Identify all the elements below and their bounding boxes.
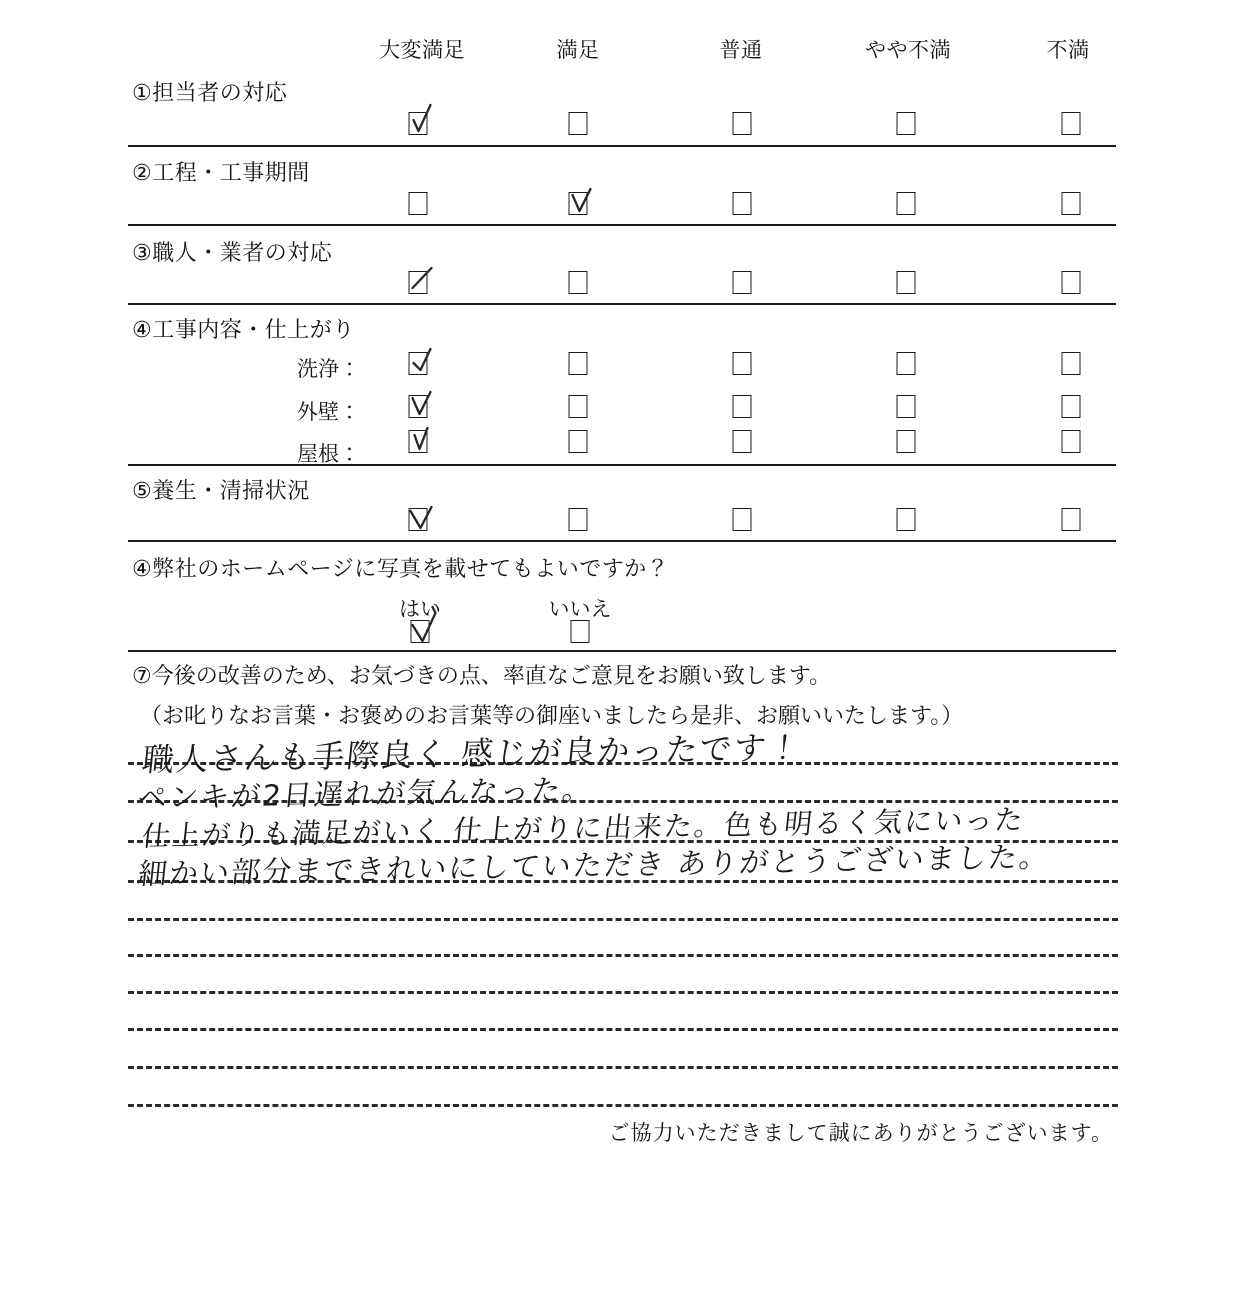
handwritten-line-2: ペンキが2日遅れが気んなった。 [136, 772, 596, 816]
photo-option-label-2: いいえ [548, 598, 612, 621]
sub-label-q4-1: 洗浄： [297, 358, 360, 381]
handwritten-checkmark [401, 97, 441, 143]
photo-option-label-1: はい [399, 598, 441, 621]
separator-q2 [128, 224, 1116, 226]
checkbox-q1-5[interactable] [1062, 112, 1081, 135]
checkbox-q1-2[interactable] [569, 112, 588, 135]
checkbox-q4-3-4[interactable] [897, 430, 916, 453]
scale-header-4: やや不満 [865, 39, 951, 62]
checkbox-q4-3-3[interactable] [733, 430, 752, 453]
checkbox-photo-1[interactable] [411, 620, 430, 643]
checkbox-q2-5[interactable] [1062, 192, 1081, 215]
handwritten-checkmark [401, 493, 441, 539]
separator-q5 [128, 540, 1116, 542]
handwritten-checkmark [401, 256, 441, 302]
checkbox-q4-3-5[interactable] [1062, 430, 1081, 453]
checkbox-q5-2[interactable] [569, 508, 588, 531]
checkbox-q4-3-1[interactable] [409, 430, 428, 453]
checkbox-q4-3-2[interactable] [569, 430, 588, 453]
checkbox-q4-2-4[interactable] [897, 395, 916, 418]
checkbox-q3-5[interactable] [1062, 271, 1081, 294]
checkbox-q4-1-1[interactable] [409, 352, 428, 375]
handwritten-checkmark [401, 415, 441, 461]
checkbox-q4-1-5[interactable] [1062, 352, 1081, 375]
checkbox-q5-3[interactable] [733, 508, 752, 531]
separator-q1 [128, 145, 1116, 147]
question-label-q1: ①担当者の対応 [132, 80, 288, 105]
comment-rule-9 [128, 1066, 1118, 1069]
question-label-q3: ③職人・業者の対応 [132, 240, 333, 265]
checkbox-q2-3[interactable] [733, 192, 752, 215]
checkbox-q3-2[interactable] [569, 271, 588, 294]
checkbox-q3-3[interactable] [733, 271, 752, 294]
sub-label-q4-2: 外壁： [297, 401, 360, 424]
checkbox-q4-2-3[interactable] [733, 395, 752, 418]
scale-header-1: 大変満足 [379, 39, 465, 62]
checkbox-q2-1[interactable] [409, 192, 428, 215]
checkbox-q4-2-5[interactable] [1062, 395, 1081, 418]
checkbox-q5-1[interactable] [409, 508, 428, 531]
closing-message: ご協力いただきまして誠にありがとうございます。 [608, 1122, 1113, 1145]
checkbox-q4-1-4[interactable] [897, 352, 916, 375]
scale-header-3: 普通 [719, 39, 763, 62]
checkbox-q2-4[interactable] [897, 192, 916, 215]
checkbox-q5-4[interactable] [897, 508, 916, 531]
separator-photo [128, 650, 1116, 652]
comment-rule-5 [128, 918, 1118, 921]
handwritten-line-1: 職人さんも手際良く 感じが良かったです！ [140, 728, 804, 780]
free-comment-note: （お叱りなお言葉・お褒めのお言葉等の御座いましたら是非、お願いいたします。） [140, 703, 964, 728]
comment-rule-10 [128, 1104, 1118, 1107]
handwritten-line-4: 細かい部分まできれいにしていただき ありがとうございました。 [136, 839, 1052, 892]
question-label-q5: ⑤養生・清掃状況 [132, 478, 310, 503]
scale-header-2: 満足 [556, 39, 600, 62]
handwritten-checkmark [561, 177, 601, 223]
checkbox-q1-4[interactable] [897, 112, 916, 135]
question-label-photo: ④弊社のホームページに写真を載せてもよいですか？ [132, 556, 670, 581]
checkbox-q2-2[interactable] [569, 192, 588, 215]
checkbox-q4-1-3[interactable] [733, 352, 752, 375]
handwritten-checkmark [401, 380, 441, 426]
question-label-q2: ②工程・工事期間 [132, 160, 310, 185]
comment-rule-7 [128, 991, 1118, 994]
question-label-q4: ④工事内容・仕上がり [132, 317, 355, 342]
checkbox-q4-2-1[interactable] [409, 395, 428, 418]
checkbox-q4-1-2[interactable] [569, 352, 588, 375]
scale-header-5: 不満 [1046, 39, 1090, 62]
handwritten-line-3: 仕上がりも満足がいく 仕上がりに出来た。色も明るく気にいった [140, 803, 1027, 854]
checkbox-q5-5[interactable] [1062, 508, 1081, 531]
sub-label-q4-3: 屋根： [297, 443, 360, 466]
separator-q3 [128, 303, 1116, 305]
comment-rule-6 [128, 954, 1118, 957]
free-comment-question: ⑦今後の改善のため、お気づきの点、率直なご意見をお願い致します。 [132, 663, 832, 688]
handwritten-checkmark [401, 337, 441, 383]
comment-rule-8 [128, 1028, 1118, 1031]
checkbox-q1-1[interactable] [409, 112, 428, 135]
checkbox-q3-1[interactable] [409, 271, 428, 294]
checkbox-q3-4[interactable] [897, 271, 916, 294]
separator-q4 [128, 464, 1116, 466]
checkbox-q4-2-2[interactable] [569, 395, 588, 418]
checkbox-q1-3[interactable] [733, 112, 752, 135]
checkbox-photo-2[interactable] [571, 620, 590, 643]
